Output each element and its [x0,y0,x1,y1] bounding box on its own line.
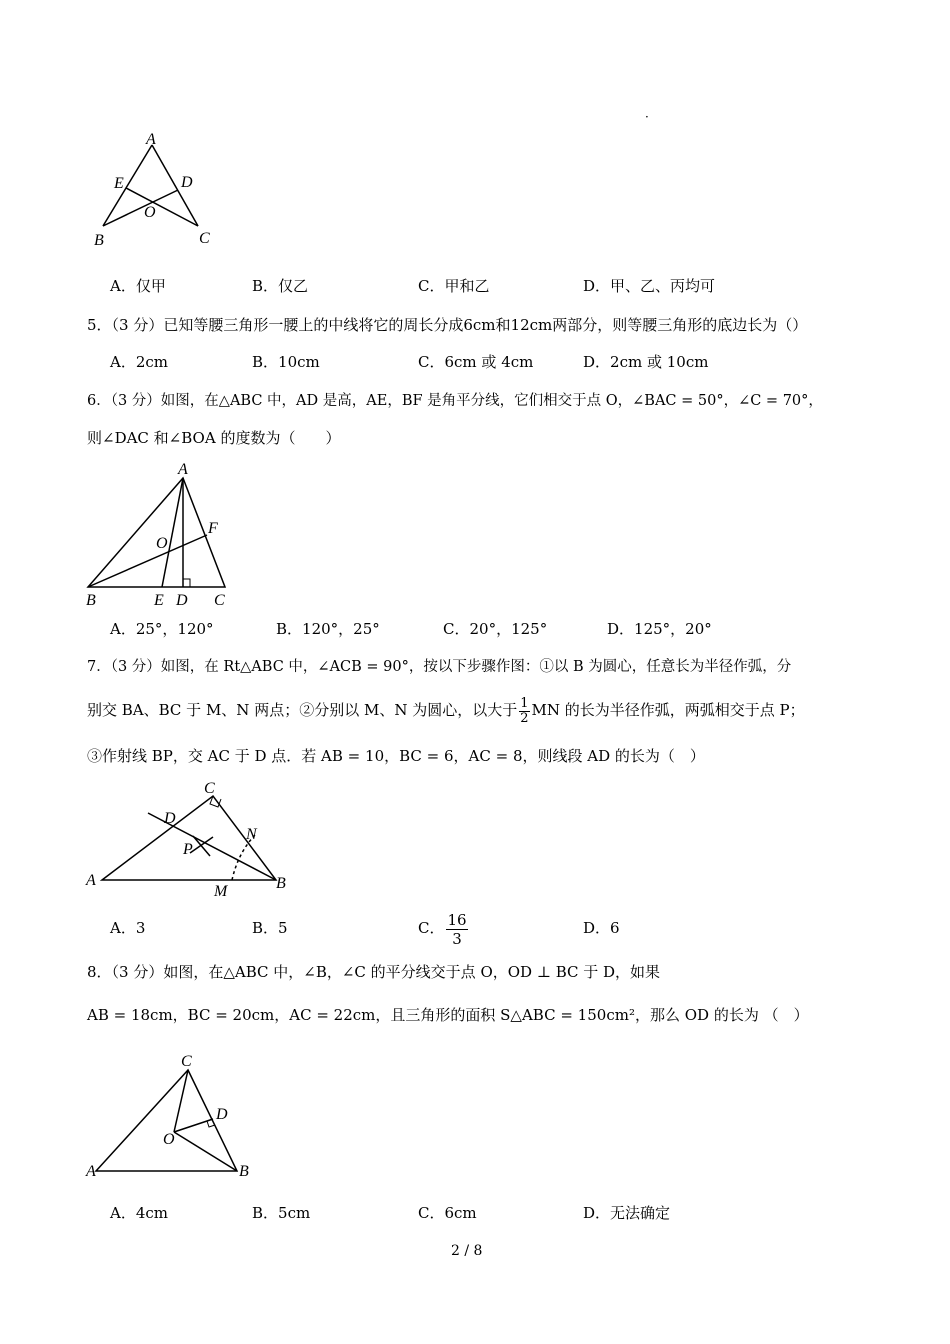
q8-label-B: B [239,1163,249,1180]
q4-label-B: B [94,232,104,249]
q7-label-B: B [276,875,286,892]
q5-option-c[interactable]: C．6cm 或 4cm [418,353,534,371]
q7-figure [80,773,310,898]
q6-label-C: C [214,592,225,609]
q4-label-D: D [181,174,193,191]
q6-figure [80,455,250,615]
q4-label-C: C [199,230,210,247]
q6-label-O: O [156,535,168,552]
q6-option-b[interactable]: B．120°，25° [276,620,380,638]
q8-stem-line1: 8．（3 分）如图，在△ABC 中，∠B，∠C 的平分线交于点 O，OD ⊥ BC 于 D，如果 [87,963,661,981]
q8-option-a[interactable]: A．4cm [110,1204,169,1222]
q7-label-A: A [86,872,96,889]
q8-option-c[interactable]: C．6cm [418,1204,477,1222]
q4-option-d[interactable]: D．甲、乙、丙均可 [583,277,716,295]
q8-label-C: C [181,1053,192,1070]
q6-label-F: F [208,520,218,537]
q5-option-d[interactable]: D．2cm 或 10cm [583,353,709,371]
stray-dot: · [645,110,649,124]
q7-stem-line1: 7．（3 分）如图，在 Rt△ABC 中，∠ACB = 90°，按以下步骤作图：①以 B 为圆心，任意长为半径作弧，分 [87,659,792,675]
q8-option-d[interactable]: D．无法确定 [583,1204,671,1222]
q4-option-a[interactable]: A．仅甲 [110,277,166,295]
q4-option-c[interactable]: C．甲和乙 [418,277,490,295]
q8-label-D: D [216,1106,228,1123]
q7-label-P: P [183,841,193,858]
q6-option-c[interactable]: C．20°，125° [443,620,548,638]
q7-fraction-half: $\frac{1}{2}$ [520,695,529,726]
q8-label-O: O [163,1131,175,1148]
q7-option-c[interactable]: C． $\frac{16}{3}$ [418,910,467,948]
q7-label-N: N [246,826,257,843]
q6-stem-line2: 则∠DAC 和∠BOA 的度数为（ ） [87,429,341,447]
q6-option-a[interactable]: A．25°，120° [110,620,214,638]
q6-label-E: E [154,592,164,609]
q4-label-O: O [144,204,156,221]
q5-stem: 5．（3 分）已知等腰三角形一腰上的中线将它的周长分成6cm和12cm两部分，则等腰三角形的底边长为（） [87,316,808,334]
q7-label-D: D [164,810,176,827]
q4-figure [85,125,225,255]
q5-option-a[interactable]: A．2cm [110,353,169,371]
q6-label-D: D [176,592,188,609]
q7-option-d[interactable]: D．6 [583,919,620,937]
q6-option-d[interactable]: D．125°，20° [607,620,712,638]
q5-option-b[interactable]: B．10cm [252,353,320,371]
q7-label-M: M [214,883,228,900]
q4-label-E: E [114,175,124,192]
q8-stem-line2: AB = 18cm，BC = 20cm，AC = 22cm，且三角形的面积 S△ABC = 150cm²，那么 OD 的长为 （ ） [87,1006,809,1024]
q6-label-B: B [86,592,96,609]
q8-label-A: A [86,1163,96,1180]
q7-stem-line2: 别交 BA、BC 于 M、N 两点；②分别以 M、N 为圆心，以大于 $\frac{1}{2}$ MN 的长为半径作弧，两弧相交于点 P； [87,695,805,726]
q4-label-A: A [146,131,156,148]
q4-option-b[interactable]: B．仅乙 [252,277,309,295]
page-number: 2 / 8 [451,1243,483,1259]
q8-figure [80,1048,260,1183]
q7-option-b[interactable]: B．5 [252,919,288,937]
q7-label-C: C [204,780,215,797]
q6-label-A: A [178,461,188,478]
q8-option-b[interactable]: B．5cm [252,1204,311,1222]
q6-stem-line1: 6．（3 分）如图，在△ABC 中，AD 是高，AE，BF 是角平分线，它们相交于点 O，∠BAC = 50°，∠C = 70°， [87,393,823,409]
q7-stem-line3: ③作射线 BP，交 AC 于 D 点．若 AB = 10，BC = 6，AC = 8，则线段 AD 的长为（ ） [87,747,705,765]
q7-option-a[interactable]: A．3 [110,919,146,937]
